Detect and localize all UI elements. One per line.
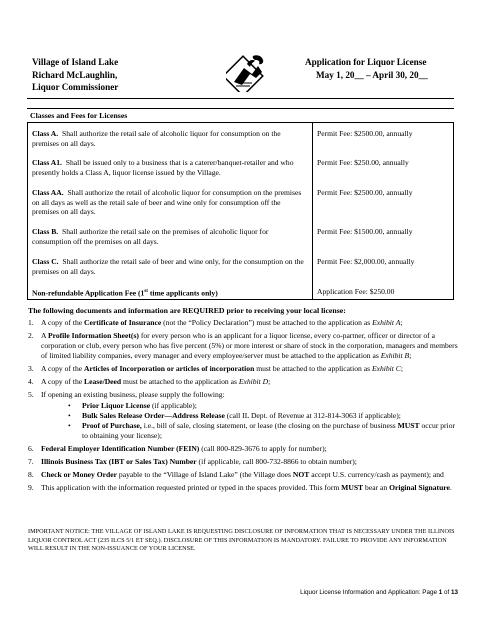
page-total: 13 <box>450 589 458 596</box>
class-a-description: Class A. Shall authorize the retail sale of alcoholic liquor for consumption on the premises on all days. <box>32 129 281 148</box>
list-item: 4. A copy of the Lease/Deed must be attached to the application as Exhibit D; <box>28 377 271 386</box>
village-emblem-icon <box>226 52 268 92</box>
issuer-block <box>32 56 118 94</box>
sub-list-item: • Prior Liquor License (if applicable); <box>68 401 197 410</box>
requirements-title: The following documents and information are REQUIRED prior to receiving your local license: <box>28 306 346 315</box>
list-item: 8. Check or Money Order payable to the “Village of Island Lake” (the Village does NOT accept U.S. currency/cash as payment); and <box>28 470 444 479</box>
table-divider <box>312 123 313 299</box>
application-title: Application for Liquor License <box>305 57 427 67</box>
list-item: 6. Federal Employer Identification Number (FEIN) (call 800-829-3676 to apply for number); <box>28 444 327 453</box>
issuer-line-3: Liquor Commissioner <box>32 82 119 92</box>
class-c-fee: Permit Fee: $2,000.00, annually <box>317 257 415 266</box>
class-aa-fee: Permit Fee: $2500.00, annually <box>317 188 413 197</box>
classes-section-title: Classes and Fees for Licenses <box>30 111 128 120</box>
list-item: 3. A copy of the Articles of Incorporation or articles of incorporation must be attached to the application as Exhibit C; <box>28 364 403 373</box>
class-b-description: Class B. Shall authorize the retail sale on the premises of alcoholic liquor for consumption off the premises on all days. <box>32 227 269 246</box>
important-notice: IMPORTANT NOTICE: THE VILLAGE OF ISLAND LAKE IS REQUESTING DISCLOSURE OF INFORMATION THAT IS NECESSARY UNDER THE ILLINOIS LIQUOR CONTROL ACT (235 ILCS 5/1 ET SEQ.). DISCLOSURE OF THIS INFORMATION IS MANDATORY. FAILURE TO PROVIDE ANY INFORMATION WILL RESULT IN THE NON-ISSUANCE OF YOUR LICENSE. <box>28 528 455 553</box>
list-item: 5. If opening an existing business, please supply the following: <box>28 390 225 399</box>
license-period: May 1, 20__ – April 30, 20__ <box>316 69 428 80</box>
page-number: 1 <box>438 589 443 596</box>
list-item: 2. A Profile Information Sheet(s) for every person who is an applicant for a liquor license, every co-partner, officer or director of a corporation or club, every person who has five percent (5%) or more interest or share of stock in the corporation, managers and members of limited liability companies, every manager and every employee/server must be attached to the application as Exhibit B; <box>28 331 458 360</box>
application-fee-amount: Application Fee: $250.00 <box>317 287 395 296</box>
class-a1-description: Class A1. Shall be issued only to a business that is a caterer/banquet-retailer and who presently holds a Class A, liquor license issued by the Village. <box>32 158 294 177</box>
list-item: 9. This application with the information requested printed or typed in the spaces provided. This form MUST bear an Original Signature. <box>28 483 452 492</box>
application-heading <box>305 56 455 81</box>
requirements-list <box>28 318 458 496</box>
header-rule <box>27 98 454 99</box>
class-a1-fee: Permit Fee: $250.00, annually <box>317 158 409 167</box>
list-item: 7. Illinois Business Tax (IBT or Sales Tax) Number (if applicable, call 800-732-8866 to obtain number); <box>28 457 357 466</box>
sub-list-item: • Proof of Purchase, i.e., bill of sale, closing statement, or lease (the closing on the purchase of business MUST occur prior to obtaining your license); <box>68 421 456 440</box>
issuer-line-2: Richard McLaughlin, <box>32 69 118 80</box>
class-c-description: Class C. Shall authorize the retail sale of beer and wine only, for the consumption on the premises on all days. <box>32 257 304 276</box>
section-rule <box>27 108 454 109</box>
class-b-fee: Permit Fee: $1500.00, annually <box>317 227 413 236</box>
class-a-fee: Permit Fee: $2500.00, annually <box>317 129 413 138</box>
application-fee-label: Non-refundable Application Fee (1st time applicants only) <box>32 288 218 298</box>
page-footer: Liquor License Information and Application: Page 1 of 13 <box>300 589 458 596</box>
list-item: 1. A copy of the Certificate of Insurance (not the “Policy Declaration”) must be attached to the application as Exhibit A; <box>28 318 403 327</box>
license-fee-table <box>27 122 454 300</box>
class-aa-description: Class AA. Shall authorize the retail of alcoholic liquor for consumption on the premises on all days as well as the retail sale of beer and wine only for consumption off the premises on all days. <box>32 188 302 217</box>
sub-list-item: • Bulk Sales Release Order—Address Release (call IL Dept. of Revenue at 312-814-3063 if applicable); <box>68 411 401 420</box>
issuer-line-1: Village of Island Lake <box>32 57 119 67</box>
